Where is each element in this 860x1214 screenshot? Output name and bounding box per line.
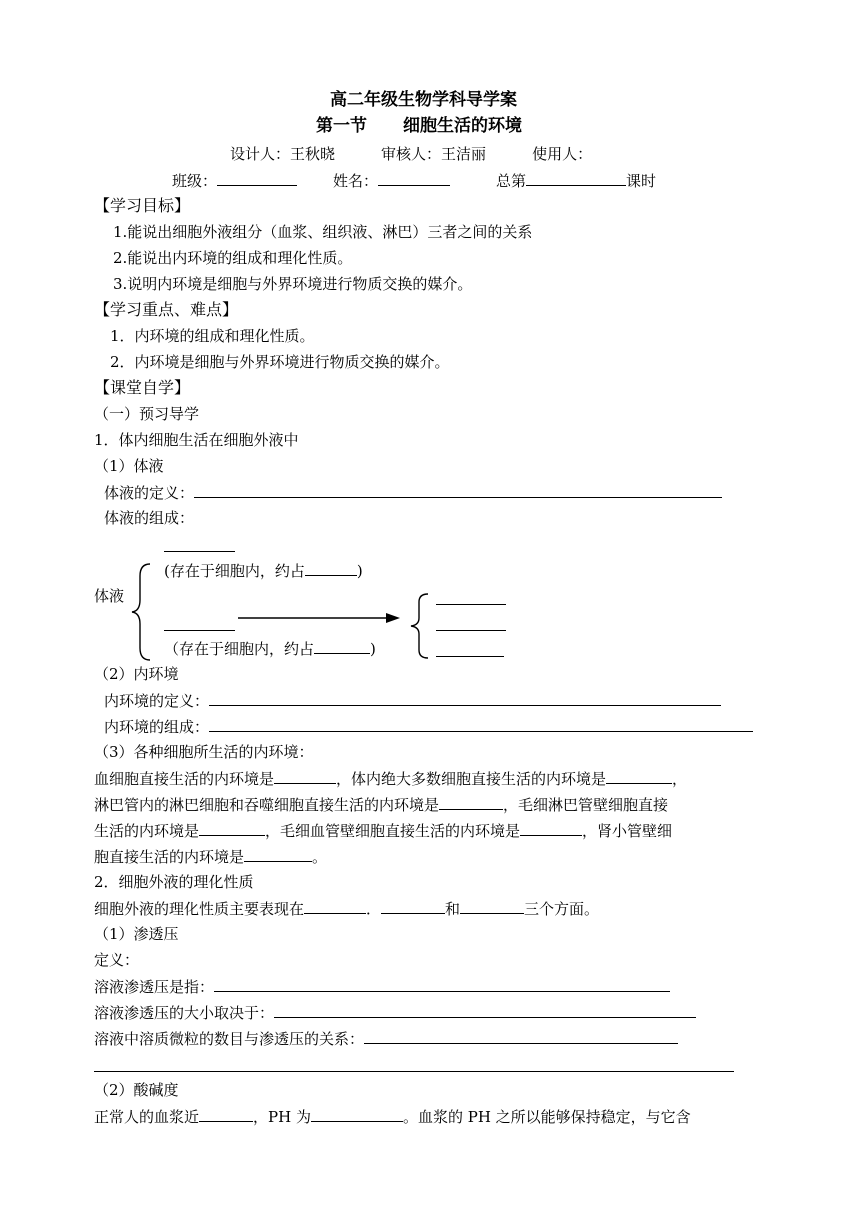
section-number: 第一节 (316, 116, 367, 136)
blood-cell-env-blank[interactable] (274, 768, 336, 784)
branch2-percent-blank[interactable] (314, 638, 370, 654)
blood-nature-blank[interactable] (199, 1106, 253, 1122)
selfstudy-heading: 【课堂自学】 (94, 378, 191, 397)
branch1-percent-blank[interactable] (305, 560, 357, 576)
reviewer-name: 王洁丽 (441, 145, 487, 163)
designer-name: 王秋晓 (290, 145, 336, 163)
internal-env-definition: 内环境的定义： (104, 690, 721, 711)
topic-1-2: （2）内环境 (94, 665, 179, 683)
osmotic-relation-blank[interactable] (364, 1028, 678, 1044)
user-label: 使用人： (532, 145, 593, 163)
name-blank[interactable] (378, 170, 450, 186)
class-blank[interactable] (217, 170, 297, 186)
class-label: 班级： (172, 172, 218, 190)
preview-heading: （一）预习导学 (94, 405, 200, 423)
keypoint-item: 2．内环境是细胞与外界环境进行物质交换的媒介。 (110, 353, 450, 371)
class-line (172, 170, 656, 191)
section-title: 细胞生活的环境 (403, 116, 522, 136)
right-brace-icon (406, 592, 432, 660)
topic-2-1: （1）渗透压 (94, 925, 179, 943)
properties-line: 细胞外液的理化性质主要表现在 ． 和 三个方面。 (94, 900, 600, 918)
osmotic-determinant-blank[interactable] (274, 1002, 696, 1018)
left-brace-icon (128, 562, 154, 662)
plasma-blank[interactable] (436, 604, 506, 605)
paragraph-line: 淋巴管内的淋巴细胞和吞噬细胞直接生活的内环境是 ，毛细淋巴管壁细胞直接 (94, 796, 669, 814)
keypoint-item: 1．内环境的组成和理化性质。 (110, 327, 315, 345)
ph-line: 正常人的血浆近 ，PH 为 。血浆的 PH 之所以能够保持稳定，与它含 (94, 1108, 691, 1126)
doc-title: 高二年级生物学科导学案 (330, 90, 517, 110)
name-label: 姓名： (333, 172, 379, 190)
topic-2-2: （2）酸碱度 (94, 1081, 179, 1099)
osmotic-determinant: 溶液渗透压的大小取决于： (94, 1002, 696, 1023)
designer-label: 设计人： (230, 145, 291, 163)
arrow-right-icon (236, 611, 402, 625)
lymph-blank[interactable] (436, 656, 504, 657)
branch1-blank[interactable] (164, 551, 235, 552)
body-fluid-definition (104, 482, 722, 503)
goals-heading: 【学习目标】 (94, 196, 191, 215)
osmotic-relation: 溶液中溶质微粒的数目与渗透压的关系： (94, 1028, 678, 1049)
topic-1-3: （3）各种细胞所生活的内环境： (94, 743, 314, 761)
ph-range-blank[interactable] (311, 1106, 403, 1122)
internal-env-definition-blank[interactable] (209, 690, 721, 706)
lesson-label: 课时 (626, 172, 657, 190)
internal-env-composition-blank[interactable] (209, 716, 753, 732)
branch1-note: (存在于细胞内，约占 ) (164, 562, 363, 580)
topic-1-1: （1）体液 (94, 457, 164, 475)
renal-tubule-cell-env-blank[interactable] (244, 846, 312, 862)
definition-blank[interactable] (194, 482, 722, 498)
goal-item: 3.说明内环境是细胞与外界环境进行物质交换的媒介。 (113, 275, 473, 293)
goal-item: 2.能说出内环境的组成和理化性质。 (113, 249, 353, 267)
reviewer-label: 审核人： (381, 145, 442, 163)
paragraph-line: 血细胞直接生活的内环境是 ，体内绝大多数细胞直接生活的内环境是 ， (94, 770, 688, 788)
property-1-blank[interactable] (304, 898, 366, 914)
paragraph-line: 胞直接生活的内环境是 。 (94, 848, 328, 866)
tissue-cell-env-blank[interactable] (606, 768, 672, 784)
definition-label: 体液的定义： (104, 484, 195, 502)
paragraph-line: 生活的内环境是 ，毛细血管壁细胞直接生活的内环境是 ，肾小管壁细 (94, 822, 673, 840)
section-heading (316, 116, 522, 136)
osmotic-meaning-blank[interactable] (214, 976, 670, 992)
keypoints-heading: 【学习重点、难点】 (94, 300, 239, 319)
property-3-blank[interactable] (460, 898, 524, 914)
body-fluid-composition: 体液的组成： (104, 509, 195, 527)
lymph-vessel-cell-env-blank[interactable] (199, 820, 265, 836)
goal-item: 1.能说出细胞外液组分（血浆、组织液、淋巴）三者之间的关系 (113, 223, 533, 241)
property-2-blank[interactable] (381, 898, 445, 914)
tissue-fluid-blank[interactable] (436, 630, 506, 631)
lymphocyte-env-blank[interactable] (439, 794, 503, 810)
osmotic-relation-blank-line2[interactable] (94, 1071, 734, 1072)
osmotic-definition-label: 定义： (94, 951, 140, 969)
topic-2: 2．细胞外液的理化性质 (94, 873, 254, 891)
topic-1: 1．体内细胞生活在细胞外液中 (94, 431, 299, 449)
osmotic-meaning: 溶液渗透压是指： (94, 976, 670, 997)
lesson-number-blank[interactable] (526, 170, 626, 186)
author-line (230, 144, 592, 164)
internal-env-composition: 内环境的组成： (104, 716, 753, 737)
branch2-note: （存在于细胞内，约占 ) (164, 640, 376, 658)
total-label: 总第 (496, 172, 527, 190)
branch2-blank[interactable] (164, 630, 235, 631)
diagram-root: 体液 (94, 587, 125, 605)
capillary-cell-env-blank[interactable] (520, 820, 582, 836)
